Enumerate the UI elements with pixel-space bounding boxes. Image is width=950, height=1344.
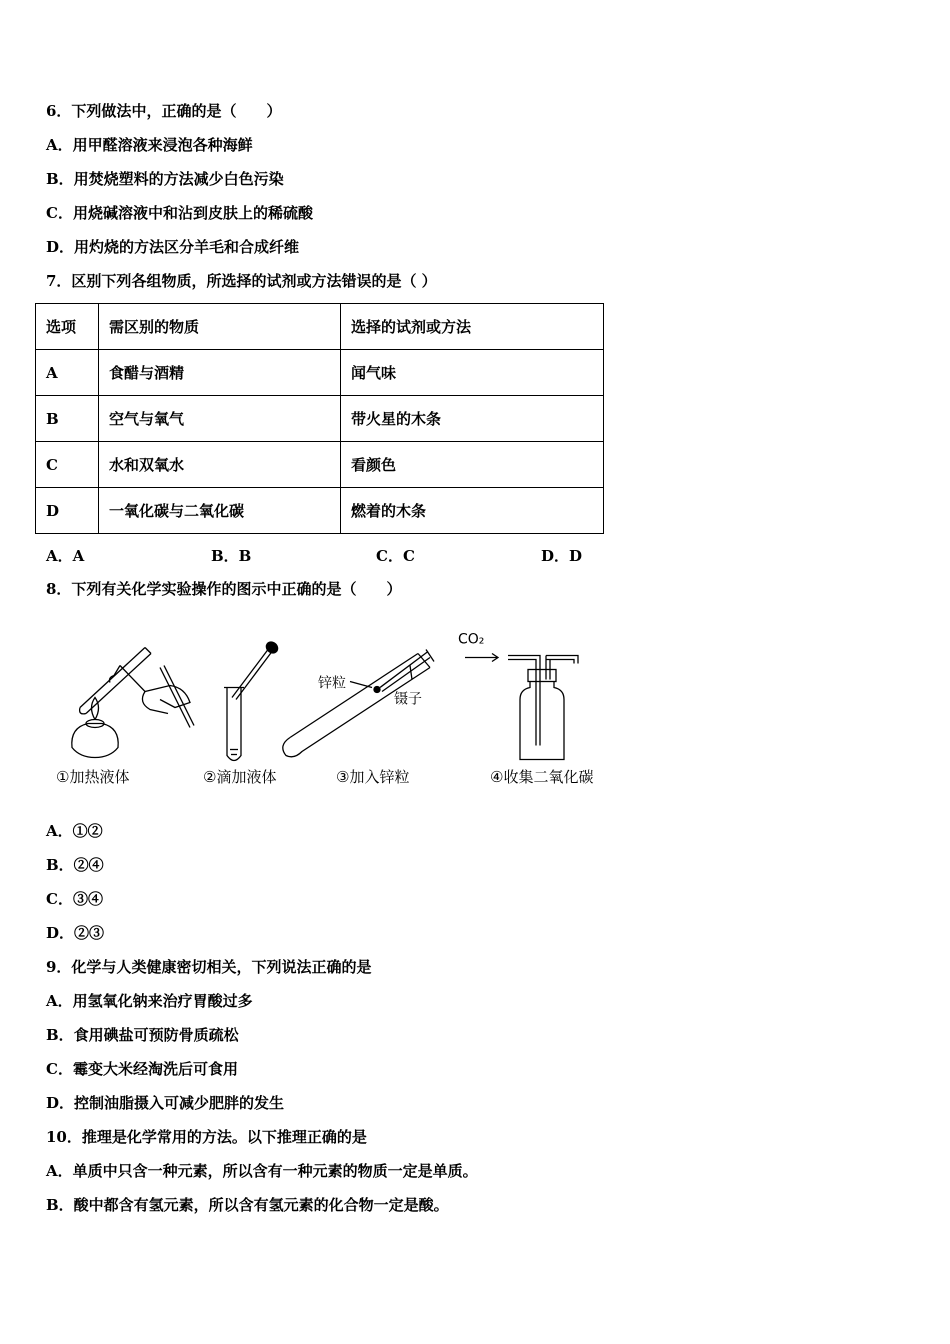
table-cell: 看颜色 [341, 442, 604, 488]
q8-option-c: C．③④ [46, 890, 103, 908]
q7-table [35, 303, 604, 534]
table-cell: 空气与氧气 [99, 396, 341, 442]
q8-stem: 8．下列有关化学实验操作的图示中正确的是（ ） [46, 580, 402, 598]
q7-option-d: D．D [541, 547, 583, 565]
q9-option-c: C．霉变大米经淘洗后可食用 [46, 1060, 238, 1078]
caption-zinc: ③加入锌粒 [336, 768, 410, 786]
table-cell: 一氧化碳与二氧化碳 [99, 488, 341, 534]
table-cell: C [36, 442, 99, 488]
caption-dropping: ②滴加液体 [203, 768, 277, 786]
q7-option-a: A．A [46, 547, 85, 565]
table-cell: B [36, 396, 99, 442]
q10-stem: 10．推理是化学常用的方法。以下推理正确的是 [46, 1128, 367, 1146]
table-cell: 带火星的木条 [341, 396, 604, 442]
table-cell: A [36, 350, 99, 396]
q7-option-c: C．C [376, 547, 415, 565]
table-row [36, 488, 604, 534]
table-cell: 水和双氧水 [99, 442, 341, 488]
table-row [36, 396, 604, 442]
collecting-co2-illustration [465, 654, 578, 760]
q7-option-b: B．B [211, 547, 252, 565]
q10-option-b: B．酸中都含有氢元素，所以含有氢元素的化合物一定是酸。 [46, 1196, 449, 1214]
q9-option-b: B．食用碘盐可预防骨质疏松 [46, 1026, 239, 1044]
q9-option-a: A．用氢氧化钠来治疗胃酸过多 [46, 992, 253, 1010]
table-header-cell: 需区别的物质 [99, 304, 341, 350]
table-cell: D [36, 488, 99, 534]
dropping-liquid-illustration [224, 640, 280, 761]
caption-co2: ④收集二氧化碳 [490, 768, 594, 786]
q8-option-d: D．②③ [46, 924, 105, 942]
co2-label: CO₂ [458, 631, 485, 648]
q6-option-b: B．用焚烧塑料的方法减少白色污染 [46, 170, 284, 188]
q6-option-a: A．用甲醛溶液来浸泡各种海鲜 [46, 136, 253, 154]
table-cell: 闻气味 [341, 350, 604, 396]
table-cell: 食醋与酒精 [99, 350, 341, 396]
q6-option-c: C．用烧碱溶液中和沾到皮肤上的稀硫酸 [46, 204, 313, 222]
table-header-row [36, 304, 604, 350]
q6-option-d: D．用灼烧的方法区分羊毛和合成纤维 [46, 238, 300, 256]
tweezers-label: 镊子 [394, 691, 422, 708]
table-cell: 燃着的木条 [341, 488, 604, 534]
table-header-cell: 选项 [36, 304, 99, 350]
table-row [36, 442, 604, 488]
table-row [36, 350, 604, 396]
table-header-cell: 选择的试剂或方法 [341, 304, 604, 350]
q10-option-a: A．单质中只含一种元素，所以含有一种元素的物质一定是单质。 [46, 1162, 478, 1180]
q7-stem: 7．区别下列各组物质，所选择的试剂或方法错误的是（ ） [46, 272, 437, 290]
zinc-label: 锌粒 [318, 675, 346, 692]
q8-option-b: B．②④ [46, 856, 104, 874]
heating-liquid-illustration [72, 648, 194, 758]
q9-option-d: D．控制油脂摄入可减少肥胖的发生 [46, 1094, 285, 1112]
caption-heating: ①加热液体 [56, 768, 130, 786]
q8-option-a: A．①② [46, 822, 103, 840]
q9-stem: 9．化学与人类健康密切相关，下列说法正确的是 [46, 958, 372, 976]
q6-stem: 6．下列做法中，正确的是（ ） [46, 102, 282, 120]
